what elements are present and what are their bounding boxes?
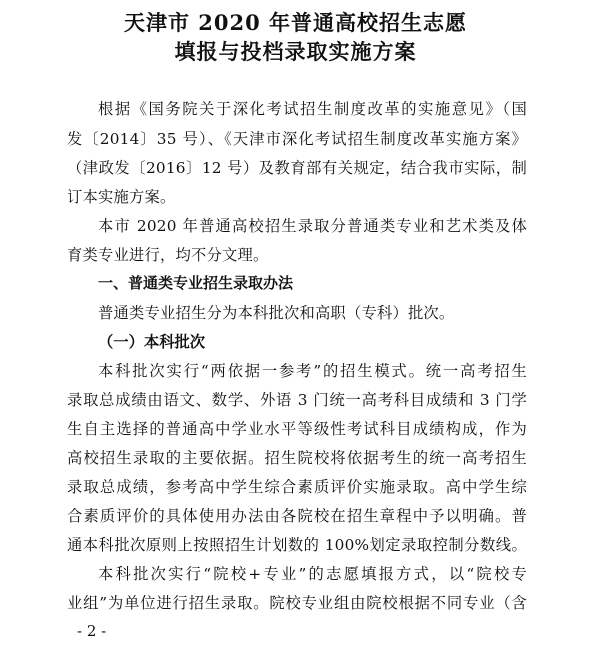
intro-paragraph-line: 发〔2014〕35 号）、《天津市深化考试招生制度改革实施方案》 xyxy=(67,130,527,148)
page-number: - 2 - xyxy=(77,622,107,640)
subsection-1-line: 高校招生录取的主要依据。招生院校将依据考生的统一高考招生 xyxy=(67,449,527,467)
volunteer-paragraph-line: 业组”为单位进行招生录取。院校专业组由院校根据不同专业（含 xyxy=(67,594,527,612)
subsection-1-line: 本科批次实行“两依据一参考”的招生模式。统一高考招生 xyxy=(98,362,527,380)
subsection-1-line: 生自主选择的普通高中学业水平等级性考试科目成绩构成，作为 xyxy=(67,420,527,438)
subsection-1-heading: （一）本科批次 xyxy=(98,333,206,351)
intro-paragraph-line: 根据《国务院关于深化考试招生制度改革的实施意见》（国 xyxy=(98,100,527,118)
section-1-heading: 一、普通类专业招生录取办法 xyxy=(98,274,294,292)
subsection-1-line: 录取总成绩，参考高中学生综合素质评价实施录取。高中学生综 xyxy=(67,478,527,496)
section-1-intro: 普通类专业招生分为本科批次和高职（专科）批次。 xyxy=(98,304,455,322)
intro-paragraph-line: （津政发〔2016〕12 号）及教育部有关规定，结合我市实际，制 xyxy=(67,159,527,177)
scope-paragraph-line: 本市 2020 年普通高校招生录取分普通类专业和艺术类及体 xyxy=(98,217,527,235)
subsection-1-line: 录取总成绩由语文、数学、外语 3 门统一高考科目成绩和 3 门学 xyxy=(67,391,527,409)
intro-paragraph-line: 订本实施方案。 xyxy=(67,188,176,206)
volunteer-paragraph-line: 本科批次实行“院校+专业”的志愿填报方式，以“院校专 xyxy=(98,565,527,583)
document-title-line-2: 填报与投档录取实施方案 xyxy=(174,39,417,64)
subsection-1-line: 合素质评价的具体使用办法由各院校在招生章程中予以明确。普 xyxy=(67,507,527,525)
subsection-1-line: 通本科批次原则上按照招生计划数的 100%划定录取控制分数线。 xyxy=(67,536,527,554)
scope-paragraph-line: 育类专业进行，均不分文理。 xyxy=(67,246,269,264)
document-title-line-1: 天津市 2020 年普通高校招生志愿 xyxy=(123,10,468,35)
